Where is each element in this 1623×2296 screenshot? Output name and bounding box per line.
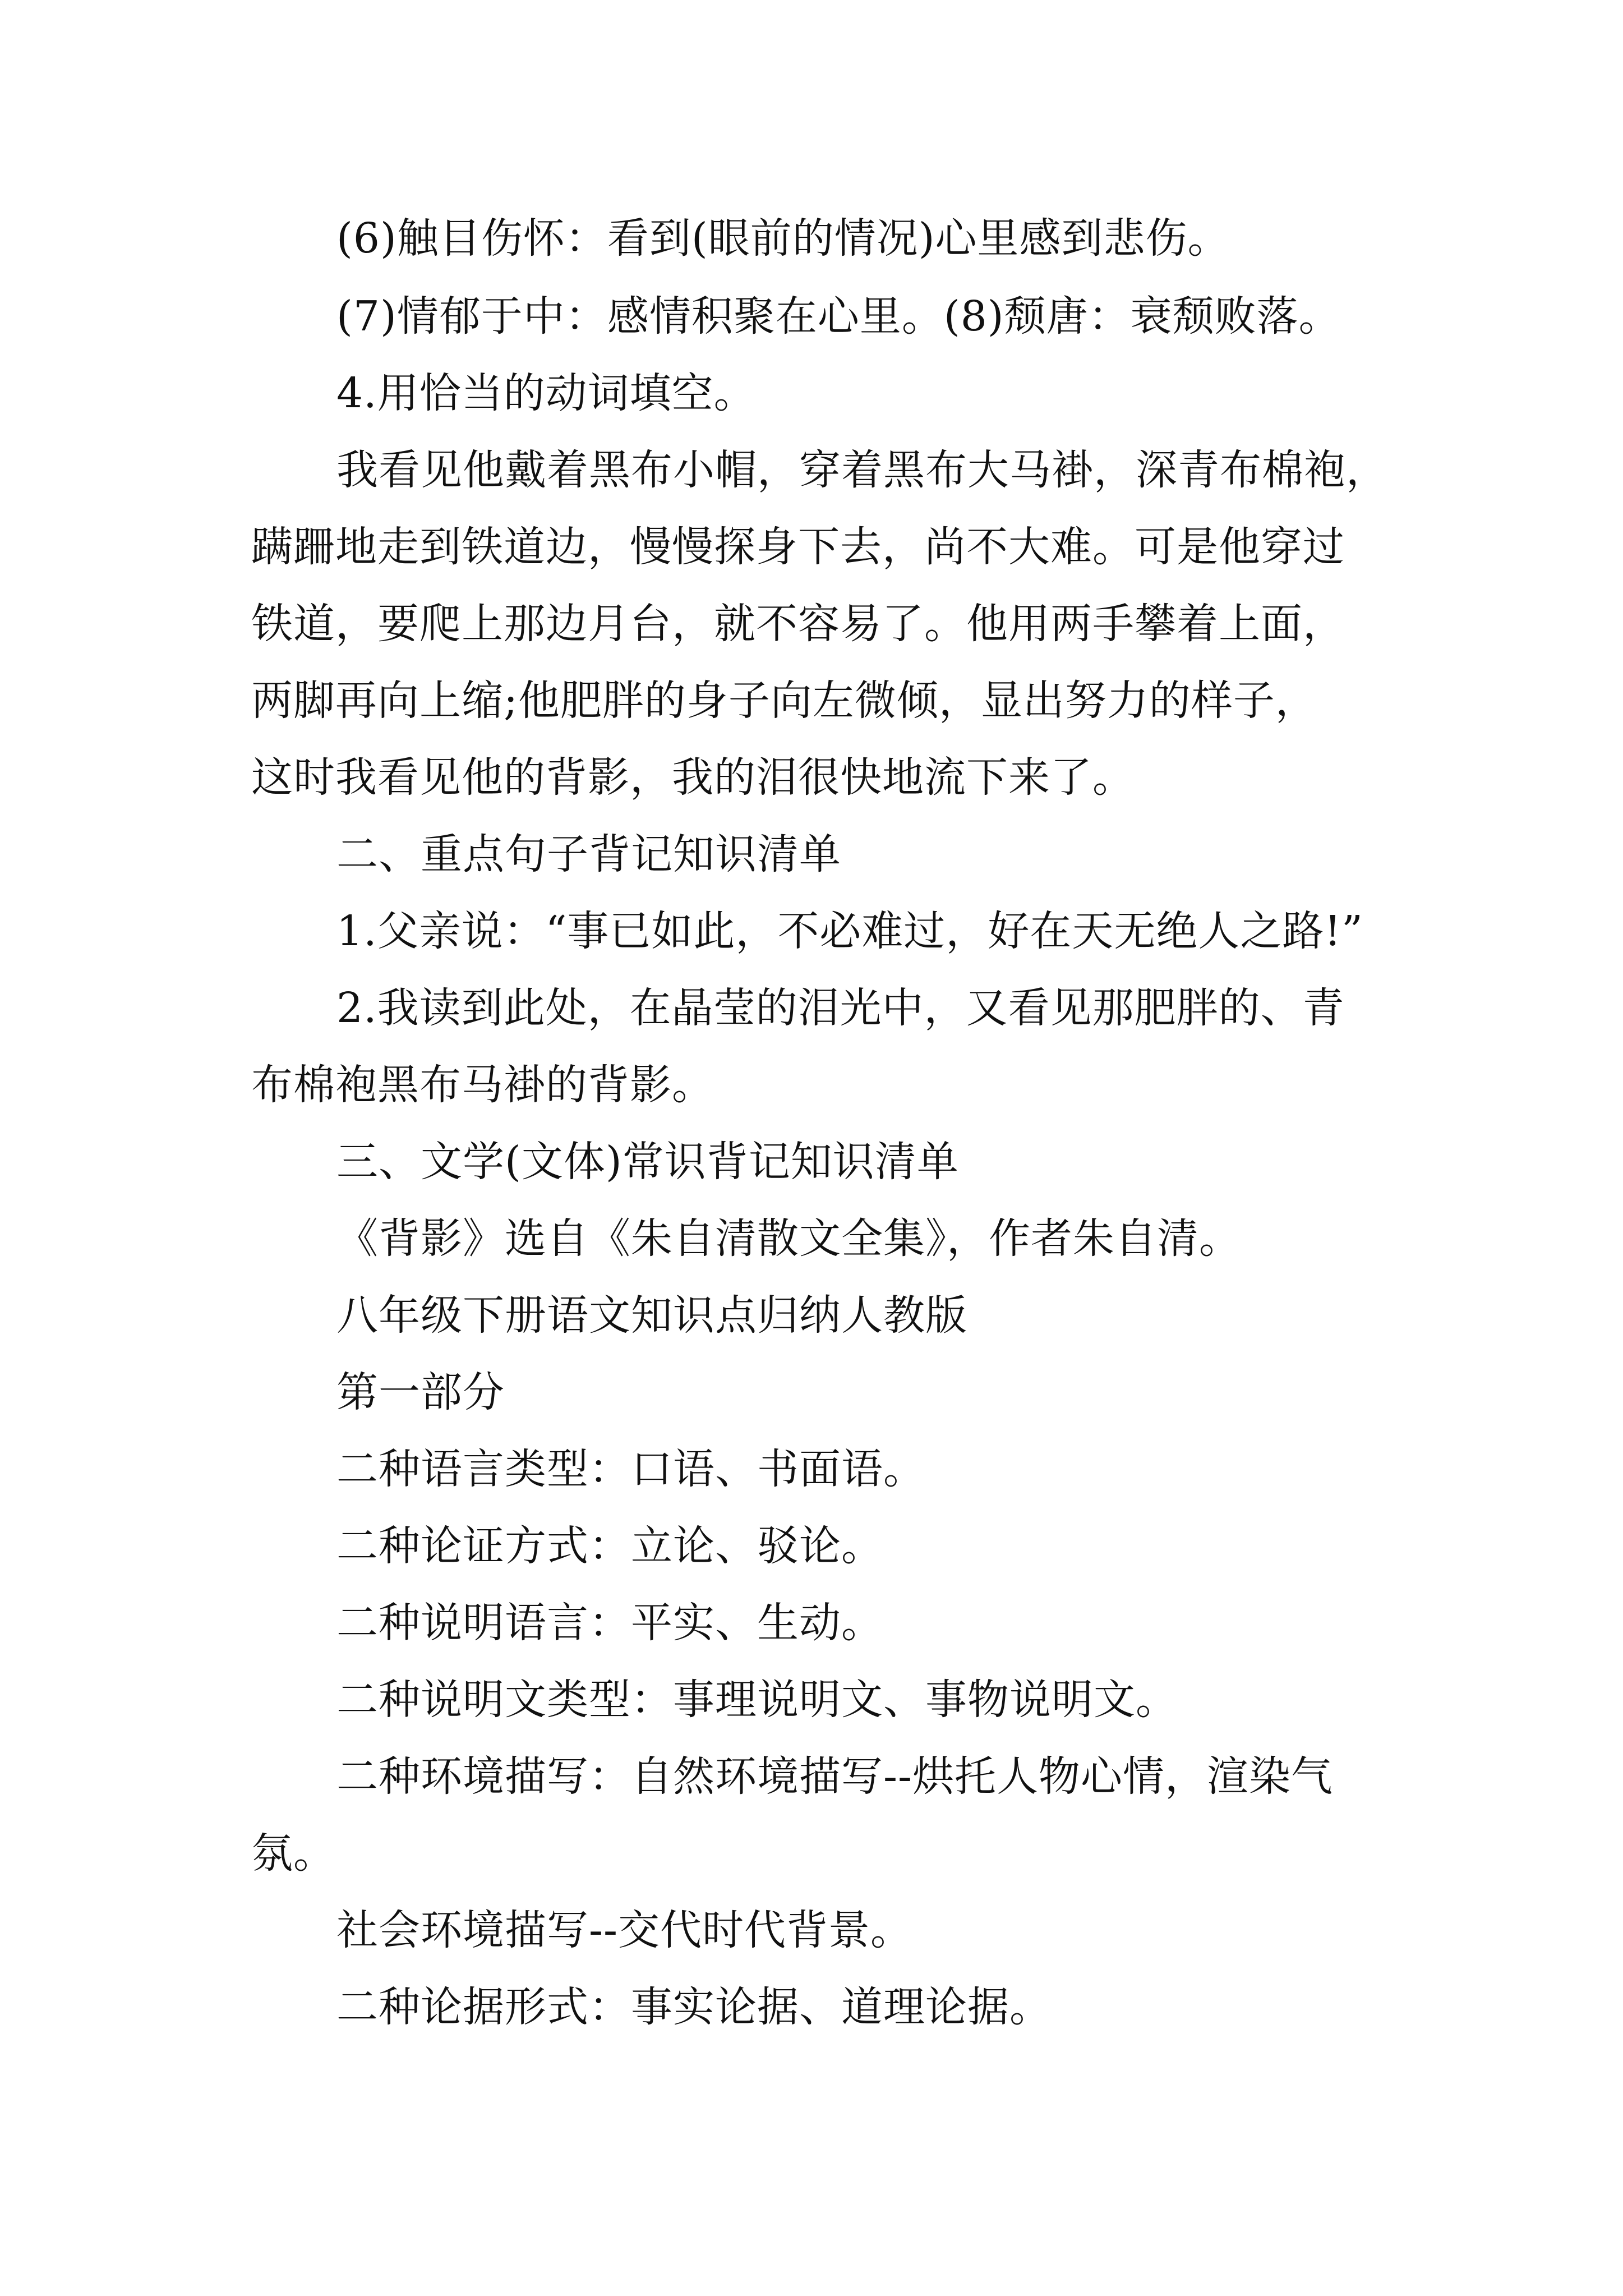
text-line: 两脚再向上缩;他肥胖的身子向左微倾，显出努力的样子， (251, 677, 1317, 725)
text-line: 1.父亲说：“事已如此，不必难过，好在天无绝人之路!” (336, 907, 1364, 955)
text-line: 二种论证方式：立论、驳论。 (336, 1522, 883, 1570)
document-title: 八年级下册语文知识点归纳人教版 (336, 1291, 967, 1340)
text-line: (7)情郁于中：感情积聚在心里。(8)颓唐：衰颓败落。 (336, 292, 1341, 341)
part-heading: 第一部分 (336, 1368, 505, 1416)
text-line: 《背影》选自《朱自清散文全集》，作者朱自清。 (336, 1214, 1241, 1263)
text-line: 蹒跚地走到铁道边，慢慢探身下去，尚不大难。可是他穿过 (251, 523, 1345, 571)
text-line: 社会环境描写--交代时代背景。 (336, 1906, 913, 1954)
text-line: 2.我读到此处，在晶莹的泪光中，又看见那肥胖的、青 (336, 984, 1345, 1032)
text-line: 4.用恰当的动词填空。 (336, 369, 756, 417)
text-line: 布棉袍黑布马褂的背影。 (251, 1061, 714, 1109)
text-line: 二种环境描写：自然环境描写--烘托人物心情，渲染气 (336, 1752, 1334, 1801)
text-line: 二种语言类型：口语、书面语。 (336, 1445, 925, 1493)
section-heading: 三、文学(文体)常识背记知识清单 (336, 1138, 959, 1186)
section-heading: 二、重点句子背记知识清单 (336, 830, 841, 878)
text-line: 氛。 (251, 1829, 335, 1878)
text-line: (6)触目伤怀：看到(眼前的情况)心里感到悲伤。 (336, 214, 1230, 263)
text-line: 这时我看见他的背影，我的泪很快地流下来了。 (251, 753, 1135, 802)
text-line: 铁道，要爬上那边月台，就不容易了。他用两手攀着上面， (251, 600, 1345, 648)
text-line: 二种说明语言：平实、生动。 (336, 1599, 883, 1647)
text-line: 二种说明文类型：事理说明文、事物说明文。 (336, 1676, 1178, 1724)
text-line: 我看见他戴着黑布小帽，穿着黑布大马褂，深青布棉袍， (336, 446, 1388, 494)
text-line: 二种论据形式：事实论据、道理论据。 (336, 1983, 1052, 2031)
